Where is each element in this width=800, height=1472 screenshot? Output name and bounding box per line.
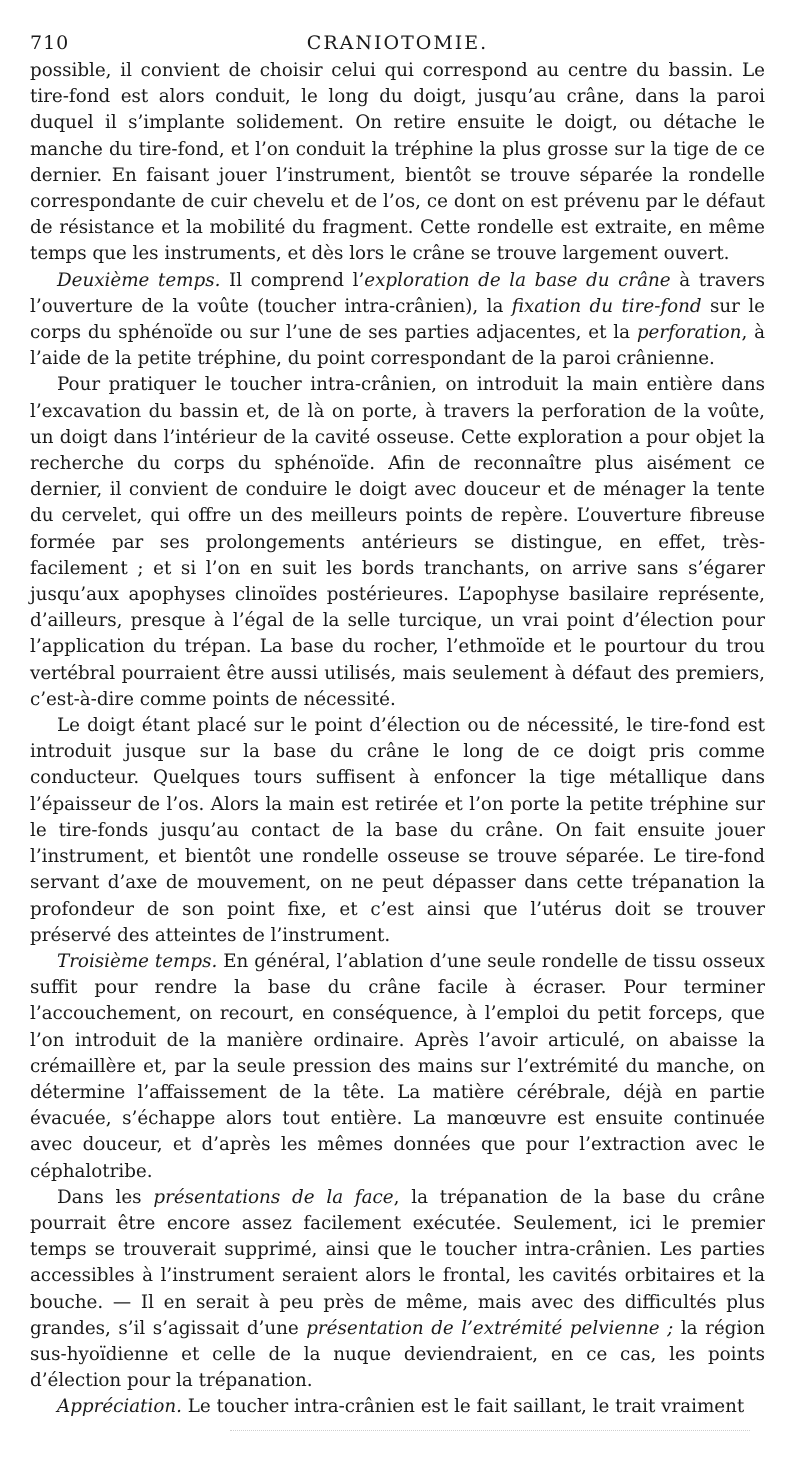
paragraph xyxy=(30,372,765,713)
paragraph xyxy=(30,58,765,268)
text-run: Pour pratiquer le toucher intra-crânien, on introduit la main entière dans l’excavation du bassin et, de là on porte, à travers la perforation de la voûte, un doigt dans l’intérieur de la cavité osseuse. Cette exploration a pour objet la recherche du corps du sphénoïde. Afin de reconnaître plus aisément ce dernier, il convient de conduire le doigt avec douceur et de ménager la tente du cervelet, qui offre un des meilleurs points de repère. L’ouverture fibreuse formée par ses prolongements antérieurs se distingue, en effet, très-facilement ; et si l’on en suit les bords tranchants, on arrive sans s’égarer jusqu’aux apophyses clinoïdes postérieures. L’apophyse basilaire représente, d’ailleurs, presque à l’égal de la selle turcique, un vrai point d’élection pour l’application du trépan. La base du rocher, l’ethmoïde et le pourtour du trou vertébral pourraient être aussi utilisés, mais seulement à défaut des premiers, c’est-à-dire comme points de nécessité. xyxy=(30,374,765,710)
paragraph xyxy=(30,1185,765,1395)
text-run: Le doigt étant placé sur le point d’élection ou de nécessité, le tire-fond est introduit jusque sur la base du crâne le long de ce doigt pris comme conducteur. Quelques tours suffisent à enfoncer la tige métallique dans l’épaisseur de l’os. Alors la main est retirée et l’on porte la petite tréphine sur le tire-fonds jusqu’au contact de la base du crâne. On fait ensuite jouer l’instrument, et bientôt une rondelle osseuse se trouve séparée. Le tire-fond servant d’axe de mouvement, on ne peut dépasser dans cette trépanation la profondeur de son point fixe, et c’est ainsi que l’utérus doit se trouver préservé des atteintes de l’instrument. xyxy=(30,715,765,946)
text-run: Le toucher intra-crânien est le fait saillant, le trait vraiment xyxy=(181,1396,745,1418)
running-title: CRANIOTOMIE. xyxy=(306,32,489,54)
text-run: , la trépanation de la base du crâne pourrait être encore assez facilement exécutée. Seulement, ici le premier temps se trouverait supprimé, ainsi que le toucher intra-crânien. Les parties accessibles à l’instrument seraient alors le frontal, les cavités orbitaires et la bouche. — Il en serait à peu près de même, mais avec des difficultés plus grandes, s’il s’agissait d’une xyxy=(30,1186,765,1339)
text-run: sur le corps du sphénoïde ou sur l’une de ses parties adjacentes, et la xyxy=(30,295,765,344)
running-head xyxy=(30,28,765,58)
italic-text: Appréciation. xyxy=(57,1396,182,1418)
book-page xyxy=(30,28,765,1421)
italic-text: Troisième temps. xyxy=(57,950,218,972)
page-number: 710 xyxy=(30,32,70,54)
italic-text: Deuxième temps. xyxy=(57,269,221,291)
text-run: En général, l’ablation d’une seule rondelle de tissu osseux suffit pour rendre la base du crâne facile à écraser. Pour terminer l’accouchement, on recourt, en conséquence, à l’emploi du petit forceps, que l’on introduit de la manière ordinaire. Après l’avoir articulé, on abaisse la crémaillère et, par la seule pression des mains sur l’extrémité du manche, on détermine l’affaissement de la tête. La matière cérébrale, déjà en partie évacuée, s’échappe alors tout entière. La manœuvre est ensuite continuée avec douceur, et d’après les mêmes données que pour l’extraction avec le céphalotribe. xyxy=(30,950,765,1182)
text-run: possible, il convient de choisir celui qui correspond au centre du bassin. Le tire-fond est alors conduit, le long du doigt, jusqu’au crâne, dans la paroi duquel il s’implante solidement. On retire ensuite le doigt, ou détache le manche du tire-fond, et l’on conduit la tréphine la plus grosse sur la tige de ce dernier. En faisant jouer l’instrument, bientôt se trouve séparée la rondelle correspondante de cuir chevelu et de l’os, ce dont on est prévenu par le défaut de résistance et la mobilité du fragment. Cette rondelle est extraite, en même temps que les instruments, et dès lors le crâne se trouve largement ouvert. xyxy=(30,60,765,265)
text-run: Il comprend l’ xyxy=(220,269,365,291)
text-run: la région sus-hyoïdienne et celle de la nuque deviendraient, en ce cas, les points d’élection pour la trépanation. xyxy=(30,1317,765,1392)
paragraph xyxy=(30,1394,765,1420)
italic-text: perforation xyxy=(636,322,742,344)
bleed-through-mark xyxy=(230,1430,750,1435)
paragraph xyxy=(30,268,765,373)
italic-text: présentation de l’extrémité pelvienne ; xyxy=(306,1317,674,1339)
text-run: , à l’aide de la petite tréphine, du point correspondant de la paroi crânienne. xyxy=(30,322,765,370)
italic-text: fixation du tire-fond xyxy=(511,295,702,317)
text-run: Dans les xyxy=(57,1186,154,1208)
body-text xyxy=(30,58,765,1421)
italic-text: présentations de la face xyxy=(153,1186,394,1208)
paragraph xyxy=(30,713,765,949)
text-run: à travers l’ouverture de la voûte (toucher intra-crânien), la xyxy=(30,269,765,317)
paragraph xyxy=(30,949,765,1185)
italic-text: exploration de la base du crâne xyxy=(364,269,671,291)
